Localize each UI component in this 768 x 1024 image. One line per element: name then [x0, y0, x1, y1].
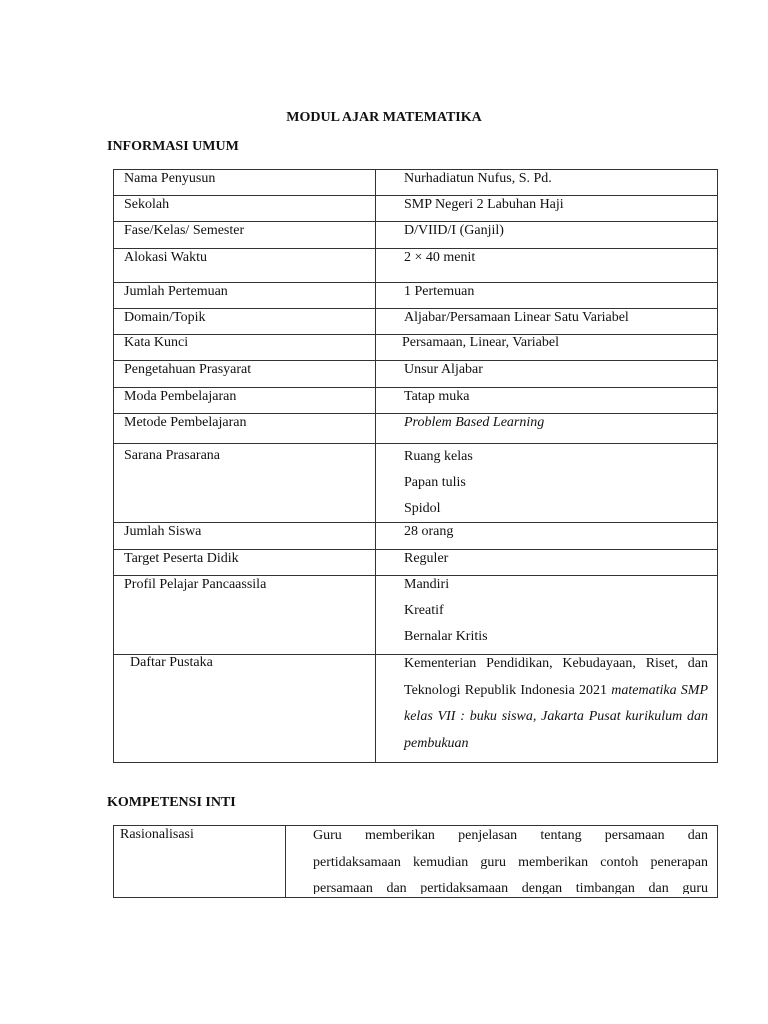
row-label: Sekolah [114, 196, 376, 222]
row-label: Metode Pembelajaran [114, 414, 376, 444]
document-title: MODUL AJAR MATEMATIKA [286, 110, 482, 125]
table-row [114, 444, 718, 523]
table-row [114, 655, 718, 763]
kompetensi-inti-table [113, 825, 718, 898]
row-value [286, 826, 718, 898]
row-label: Moda Pembelajaran [114, 388, 376, 414]
informasi-umum-heading: INFORMASI UMUM [107, 139, 239, 154]
row-label: Domain/Topik [114, 309, 376, 335]
row-value: 28 orang [376, 523, 718, 550]
row-value [376, 576, 718, 655]
row-value: 2 × 40 menit [376, 249, 718, 283]
row-label: Profil Pelajar Pancaassila [114, 576, 376, 655]
row-label: Target Peserta Didik [114, 550, 376, 576]
row-value: Nurhadiatun Nufus, S. Pd. [376, 170, 718, 196]
list-item: Ruang kelas [404, 449, 473, 464]
row-label: Daftar Pustaka [114, 655, 376, 763]
daftar-pustaka-title: matematika SMP kelas VII : buku siswa, Jakarta Pusat kurikulum dan pembukuan [404, 682, 709, 751]
rasionalisasi-line: Guru memberikan penjelasan tentang persamaan dan [313, 828, 708, 843]
row-label: Rasionalisasi [114, 826, 286, 898]
row-value: Persamaan, Linear, Variabel [376, 335, 718, 361]
informasi-umum-table [113, 169, 718, 763]
list-item: Spidol [404, 501, 441, 516]
table-row [114, 196, 718, 222]
row-label: Jumlah Pertemuan [114, 283, 376, 309]
row-value [376, 444, 718, 523]
kompetensi-inti-heading: KOMPETENSI INTI [107, 795, 236, 810]
row-value: Unsur Aljabar [376, 361, 718, 388]
row-label: Alokasi Waktu [114, 249, 376, 283]
row-label: Kata Kunci [114, 335, 376, 361]
table-row [114, 222, 718, 249]
daftar-pustaka-text [404, 651, 708, 757]
row-value: Tatap muka [376, 388, 718, 414]
row-value: SMP Negeri 2 Labuhan Haji [376, 196, 718, 222]
row-value: Reguler [376, 550, 718, 576]
table-row [114, 414, 718, 444]
table-row [114, 249, 718, 283]
row-value: 1 Pertemuan [376, 283, 718, 309]
row-value [376, 655, 718, 763]
row-value: Aljabar/Persamaan Linear Satu Variabel [376, 309, 718, 335]
table-row [114, 283, 718, 309]
row-label: Nama Penyusun [114, 170, 376, 196]
list-item: Papan tulis [404, 475, 466, 490]
row-label: Jumlah Siswa [114, 523, 376, 550]
row-label: Sarana Prasarana [114, 444, 376, 523]
row-value: D/VIID/I (Ganjil) [376, 222, 718, 249]
rasionalisasi-line: pertidaksamaan kemudian guru memberikan contoh penerapan [313, 854, 708, 870]
row-label: Fase/Kelas/ Semester [114, 222, 376, 249]
table-row [114, 388, 718, 414]
row-label: Pengetahuan Prasyarat [114, 361, 376, 388]
table-row [114, 361, 718, 388]
table-row [114, 576, 718, 655]
table-row [114, 309, 718, 335]
list-item: Mandiri [404, 577, 450, 592]
row-value: Problem Based Learning [376, 414, 718, 444]
table-row [114, 170, 718, 196]
table-row [114, 335, 718, 361]
table-row [114, 826, 718, 898]
table-row [114, 523, 718, 550]
list-item: Kreatif [404, 603, 444, 618]
list-item: Bernalar Kritis [404, 629, 488, 644]
rasionalisasi-line: persamaan dan pertidaksamaan dengan timbangan dan guru [313, 881, 708, 894]
daftar-pustaka-publisher: Kementerian Pendidikan, Kebudayaan, Riset, dan Teknologi Republik Indonesia 2021 [404, 656, 708, 698]
